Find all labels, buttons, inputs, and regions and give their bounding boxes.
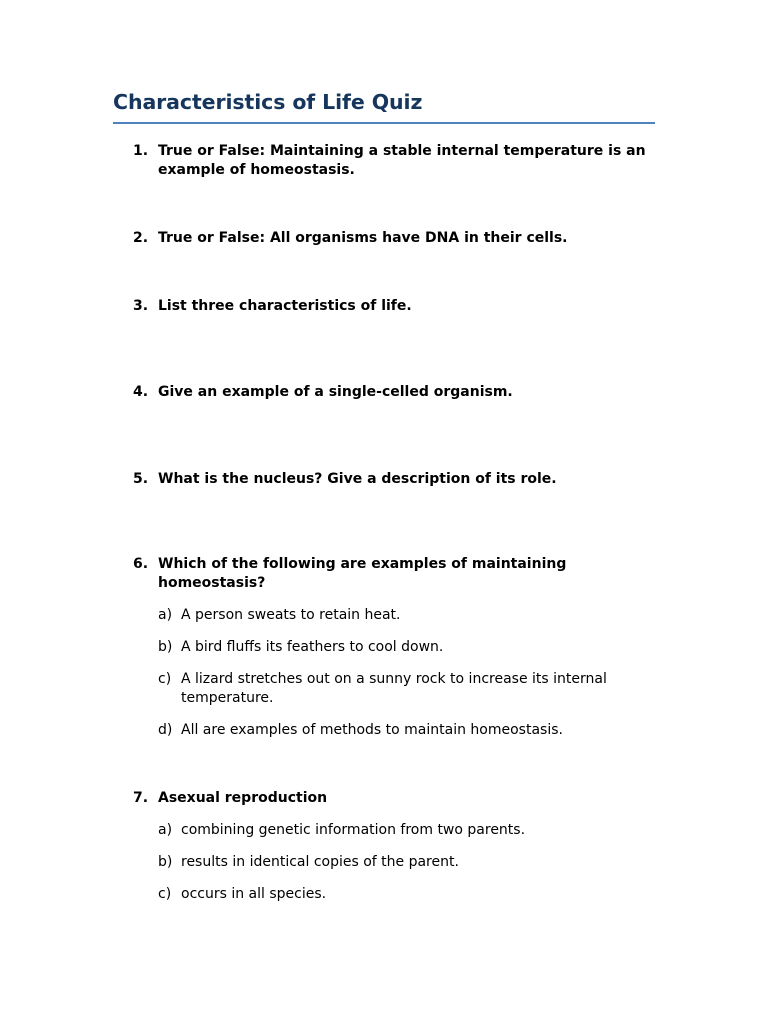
question-number: 5. (133, 471, 149, 487)
question-2 (133, 229, 653, 248)
question-number: 3. (133, 298, 149, 314)
question-text: List three characteristics of life. (158, 298, 412, 314)
question-number: 7. (133, 790, 149, 806)
option-text: occurs in all species. (181, 886, 327, 902)
question-text: True or False: Maintaining a stable internal temperature is an example of homeostasis. (158, 143, 646, 178)
question-text: True or False: All organisms have DNA in their cells. (158, 230, 568, 246)
answer-option-6c (158, 670, 628, 708)
question-6 (133, 555, 653, 593)
question-3 (133, 297, 653, 316)
question-text: What is the nucleus? Give a description of its role. (158, 471, 557, 487)
option-letter: b) (158, 639, 173, 655)
answer-option-6d (158, 721, 628, 740)
question-4 (133, 383, 653, 402)
option-letter: a) (158, 822, 173, 838)
question-7 (133, 789, 653, 808)
question-number: 6. (133, 556, 149, 572)
answer-option-7b (158, 853, 628, 872)
title-underline (113, 122, 655, 124)
option-letter: c) (158, 886, 172, 902)
option-text: A lizard stretches out on a sunny rock to increase its internal temperature. (181, 671, 607, 706)
question-number: 2. (133, 230, 149, 246)
answer-option-6a (158, 606, 628, 625)
option-text: All are examples of methods to maintain homeostasis. (181, 722, 563, 738)
question-text: Asexual reproduction (158, 790, 328, 806)
option-letter: d) (158, 722, 173, 738)
option-text: results in identical copies of the parent. (181, 854, 459, 870)
question-text: Give an example of a single-celled organism. (158, 384, 513, 400)
page-title: Characteristics of Life Quiz (113, 90, 423, 114)
answer-option-6b (158, 638, 628, 657)
question-number: 4. (133, 384, 149, 400)
question-1 (133, 142, 653, 180)
option-letter: b) (158, 854, 173, 870)
answer-option-7c (158, 885, 628, 904)
option-letter: a) (158, 607, 173, 623)
option-text: combining genetic information from two parents. (181, 822, 526, 838)
answer-option-7a (158, 821, 628, 840)
option-letter: c) (158, 671, 172, 687)
option-text: A person sweats to retain heat. (181, 607, 401, 623)
option-text: A bird fluffs its feathers to cool down. (181, 639, 444, 655)
question-5 (133, 470, 653, 489)
question-text: Which of the following are examples of maintaining homeostasis? (158, 556, 567, 591)
question-number: 1. (133, 143, 149, 159)
